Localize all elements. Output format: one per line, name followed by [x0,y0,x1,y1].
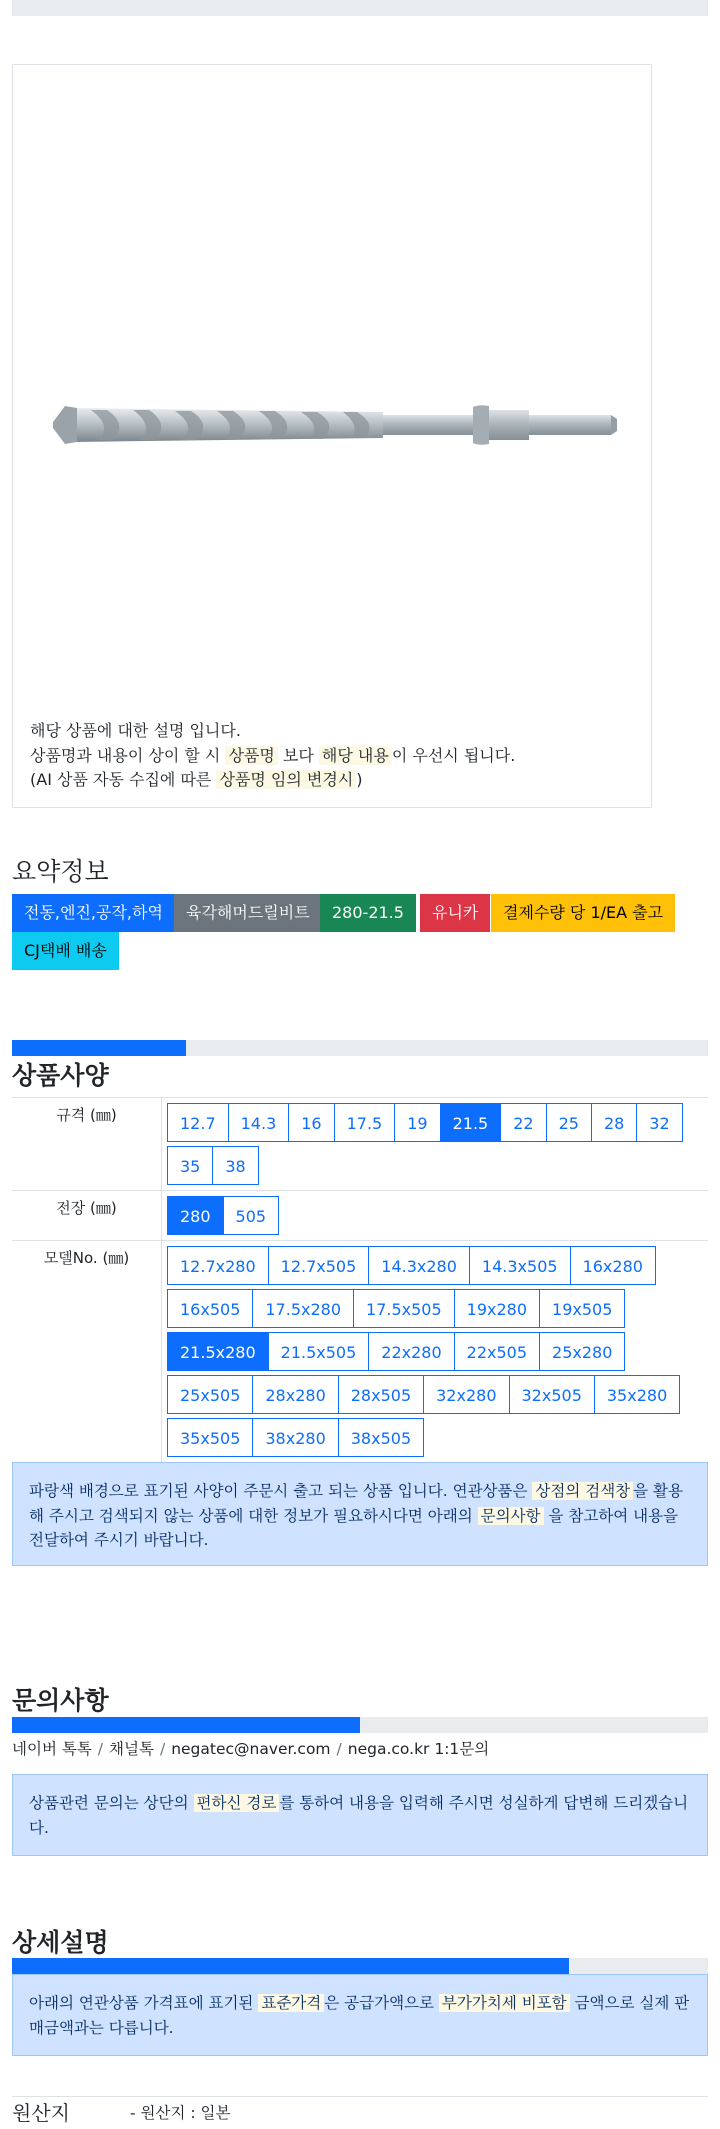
spec-option-button[interactable]: 35x505 [167,1418,253,1457]
notice-text: 를 통하여 내용을 입력해 주시면 성실하게 답변해 드리겠습니다. [29,1794,689,1837]
highlight-route: 편하신 경로 [194,1794,280,1812]
spec-option-button[interactable]: 32 [636,1103,682,1142]
separator: / [159,1740,166,1758]
spec-option-button[interactable]: 25x505 [167,1375,253,1414]
spec-options [162,1098,708,1190]
caption-line-1: 해당 상품에 대한 설명 입니다. [30,721,241,740]
spec-option-button[interactable]: 38x505 [338,1418,424,1457]
spec-option-button[interactable]: 21.5 [440,1103,502,1142]
spec-option-button[interactable]: 32x505 [509,1375,595,1414]
caption-line-2 [30,744,515,769]
spec-option-button[interactable]: 32x280 [423,1375,509,1414]
spec-option-button[interactable]: 17.5x505 [353,1289,455,1328]
summary-title: 요약정보 [12,857,109,886]
caption-text: ) [356,770,363,789]
detail-notice [12,1974,708,2056]
caption-text: 이 우선시 됩니다. [391,745,516,765]
divider [12,2096,708,2097]
badge-shipping: CJ택배 배송 [12,932,119,970]
spec-option-button[interactable]: 14.3x505 [469,1246,571,1285]
inquiry-links [12,1737,489,1759]
spec-label: 모델No. (㎜) [12,1241,162,1462]
badge-model: 280-21.5 [320,894,416,932]
caption-text: 보다 [277,745,319,765]
spec-option-button[interactable]: 12.7x505 [268,1246,370,1285]
product-image-panel [12,64,652,808]
spec-table [12,1097,708,1463]
link-email[interactable]: negatec@naver.com [171,1740,331,1758]
spec-progress-bar [12,1040,708,1056]
notice-text: 아래의 연관상품 가격표에 표기된 [29,1994,259,2012]
spec-options [162,1191,708,1240]
progress-fill [12,1717,360,1733]
spec-option-button[interactable]: 16x280 [570,1246,656,1285]
link-channel-talk[interactable]: 채널톡 [109,1740,154,1758]
spec-option-button[interactable]: 12.7x280 [167,1246,269,1285]
detail-title: 상세설명 [12,1928,109,1957]
spec-option-button[interactable]: 19 [394,1103,440,1142]
badge-category: 전동,엔진,공작,하역 [12,894,175,932]
highlight-standard-price: 표준가격 [258,1994,324,2012]
spec-option-button[interactable]: 35 [167,1146,213,1185]
link-naver-talk[interactable]: 네이버 톡톡 [12,1740,92,1758]
separator: / [336,1740,342,1758]
origin-label: 원산지 [12,2101,70,2125]
spec-option-button[interactable]: 28x505 [338,1375,424,1414]
highlight-search: 상점의 검색창 [532,1482,633,1500]
spec-option-button[interactable]: 25 [546,1103,592,1142]
spec-option-button[interactable]: 14.3 [228,1103,290,1142]
top-progress-bar [12,0,708,16]
image-caption [30,719,515,793]
spec-option-button[interactable]: 17.5 [334,1103,396,1142]
separator: / [97,1740,104,1758]
caption-text: 상품명과 내용이 상이 할 시 [30,745,226,765]
spec-row [12,1098,708,1191]
spec-option-button[interactable]: 19x505 [539,1289,625,1328]
inquiry-progress-bar [12,1717,708,1733]
spec-option-button[interactable]: 28 [591,1103,637,1142]
progress-fill [12,1040,186,1056]
spec-option-button[interactable]: 16 [288,1103,334,1142]
spec-option-button[interactable]: 280 [167,1196,224,1235]
origin-value: - 원산지 : 일본 [130,2104,231,2122]
spec-option-button[interactable]: 16x505 [167,1289,253,1328]
notice-text: 파랑색 배경으로 표기된 사양이 주문시 출고 되는 상품 입니다. 연관상품은 [29,1482,533,1500]
spec-option-button[interactable]: 21.5x280 [167,1332,269,1371]
spec-notice [12,1462,708,1566]
spec-option-button[interactable]: 28x280 [252,1375,338,1414]
spec-option-button[interactable]: 38 [212,1146,258,1185]
spec-row [12,1191,708,1241]
notice-text: 상품관련 문의는 상단의 [29,1794,194,1812]
inquiry-title: 문의사항 [12,1686,109,1715]
badge-brand: 유니카 [420,894,490,932]
spec-option-button[interactable]: 22 [500,1103,546,1142]
notice-text: 은 공급가액으로 [324,1994,439,2012]
spec-label: 전장 (㎜) [12,1191,162,1240]
spec-option-button[interactable]: 17.5x280 [252,1289,354,1328]
spec-row [12,1241,708,1463]
spec-label: 규격 (㎜) [12,1098,162,1190]
badge-type: 육각해머드릴비트 [174,894,322,932]
highlight-inquiry: 문의사항 [478,1507,544,1525]
highlight-vat: 부가가치세 비포함 [439,1994,570,2012]
link-one-to-one[interactable]: nega.co.kr 1:1문의 [347,1740,490,1758]
spec-option-button[interactable]: 38x280 [252,1418,338,1457]
notice-text: 을 참고하여 내용을 전달하여 주시기 바랍니다. [29,1506,679,1549]
highlight-product-name: 상품명 [225,746,277,765]
spec-option-button[interactable]: 22x280 [368,1332,454,1371]
inquiry-notice [12,1774,708,1856]
detail-progress-bar [12,1958,708,1974]
progress-fill [12,1958,569,1974]
highlight-content: 해당 내용 [319,746,392,765]
notice-text: 금액으로 실제 판매금액과는 다릅니다. [29,1994,690,2037]
spec-option-button[interactable]: 21.5x505 [268,1332,370,1371]
spec-options [162,1241,708,1462]
caption-line-3 [30,768,515,793]
spec-option-button[interactable]: 35x280 [594,1375,680,1414]
badge-quantity: 결제수량 당 1/EA 출고 [491,894,675,932]
caption-text: (AI 상품 자동 수집에 따른 [30,770,217,789]
spec-title: 상품사양 [12,1061,109,1090]
spec-option-button[interactable]: 22x505 [454,1332,540,1371]
highlight-rename: 상품명 임의 변경시 [216,770,356,789]
spec-option-button[interactable]: 19x280 [454,1289,540,1328]
drill-bit-image [43,360,623,490]
spec-option-button[interactable]: 12.7 [167,1103,229,1142]
spec-option-button[interactable]: 14.3x280 [368,1246,470,1285]
spec-option-button[interactable]: 25x280 [539,1332,625,1371]
notice-text: 을 활용해 주시고 검색되지 않는 상품에 대한 정보가 필요하시다면 아래의 [29,1482,684,1525]
spec-option-button[interactable]: 505 [223,1196,280,1235]
